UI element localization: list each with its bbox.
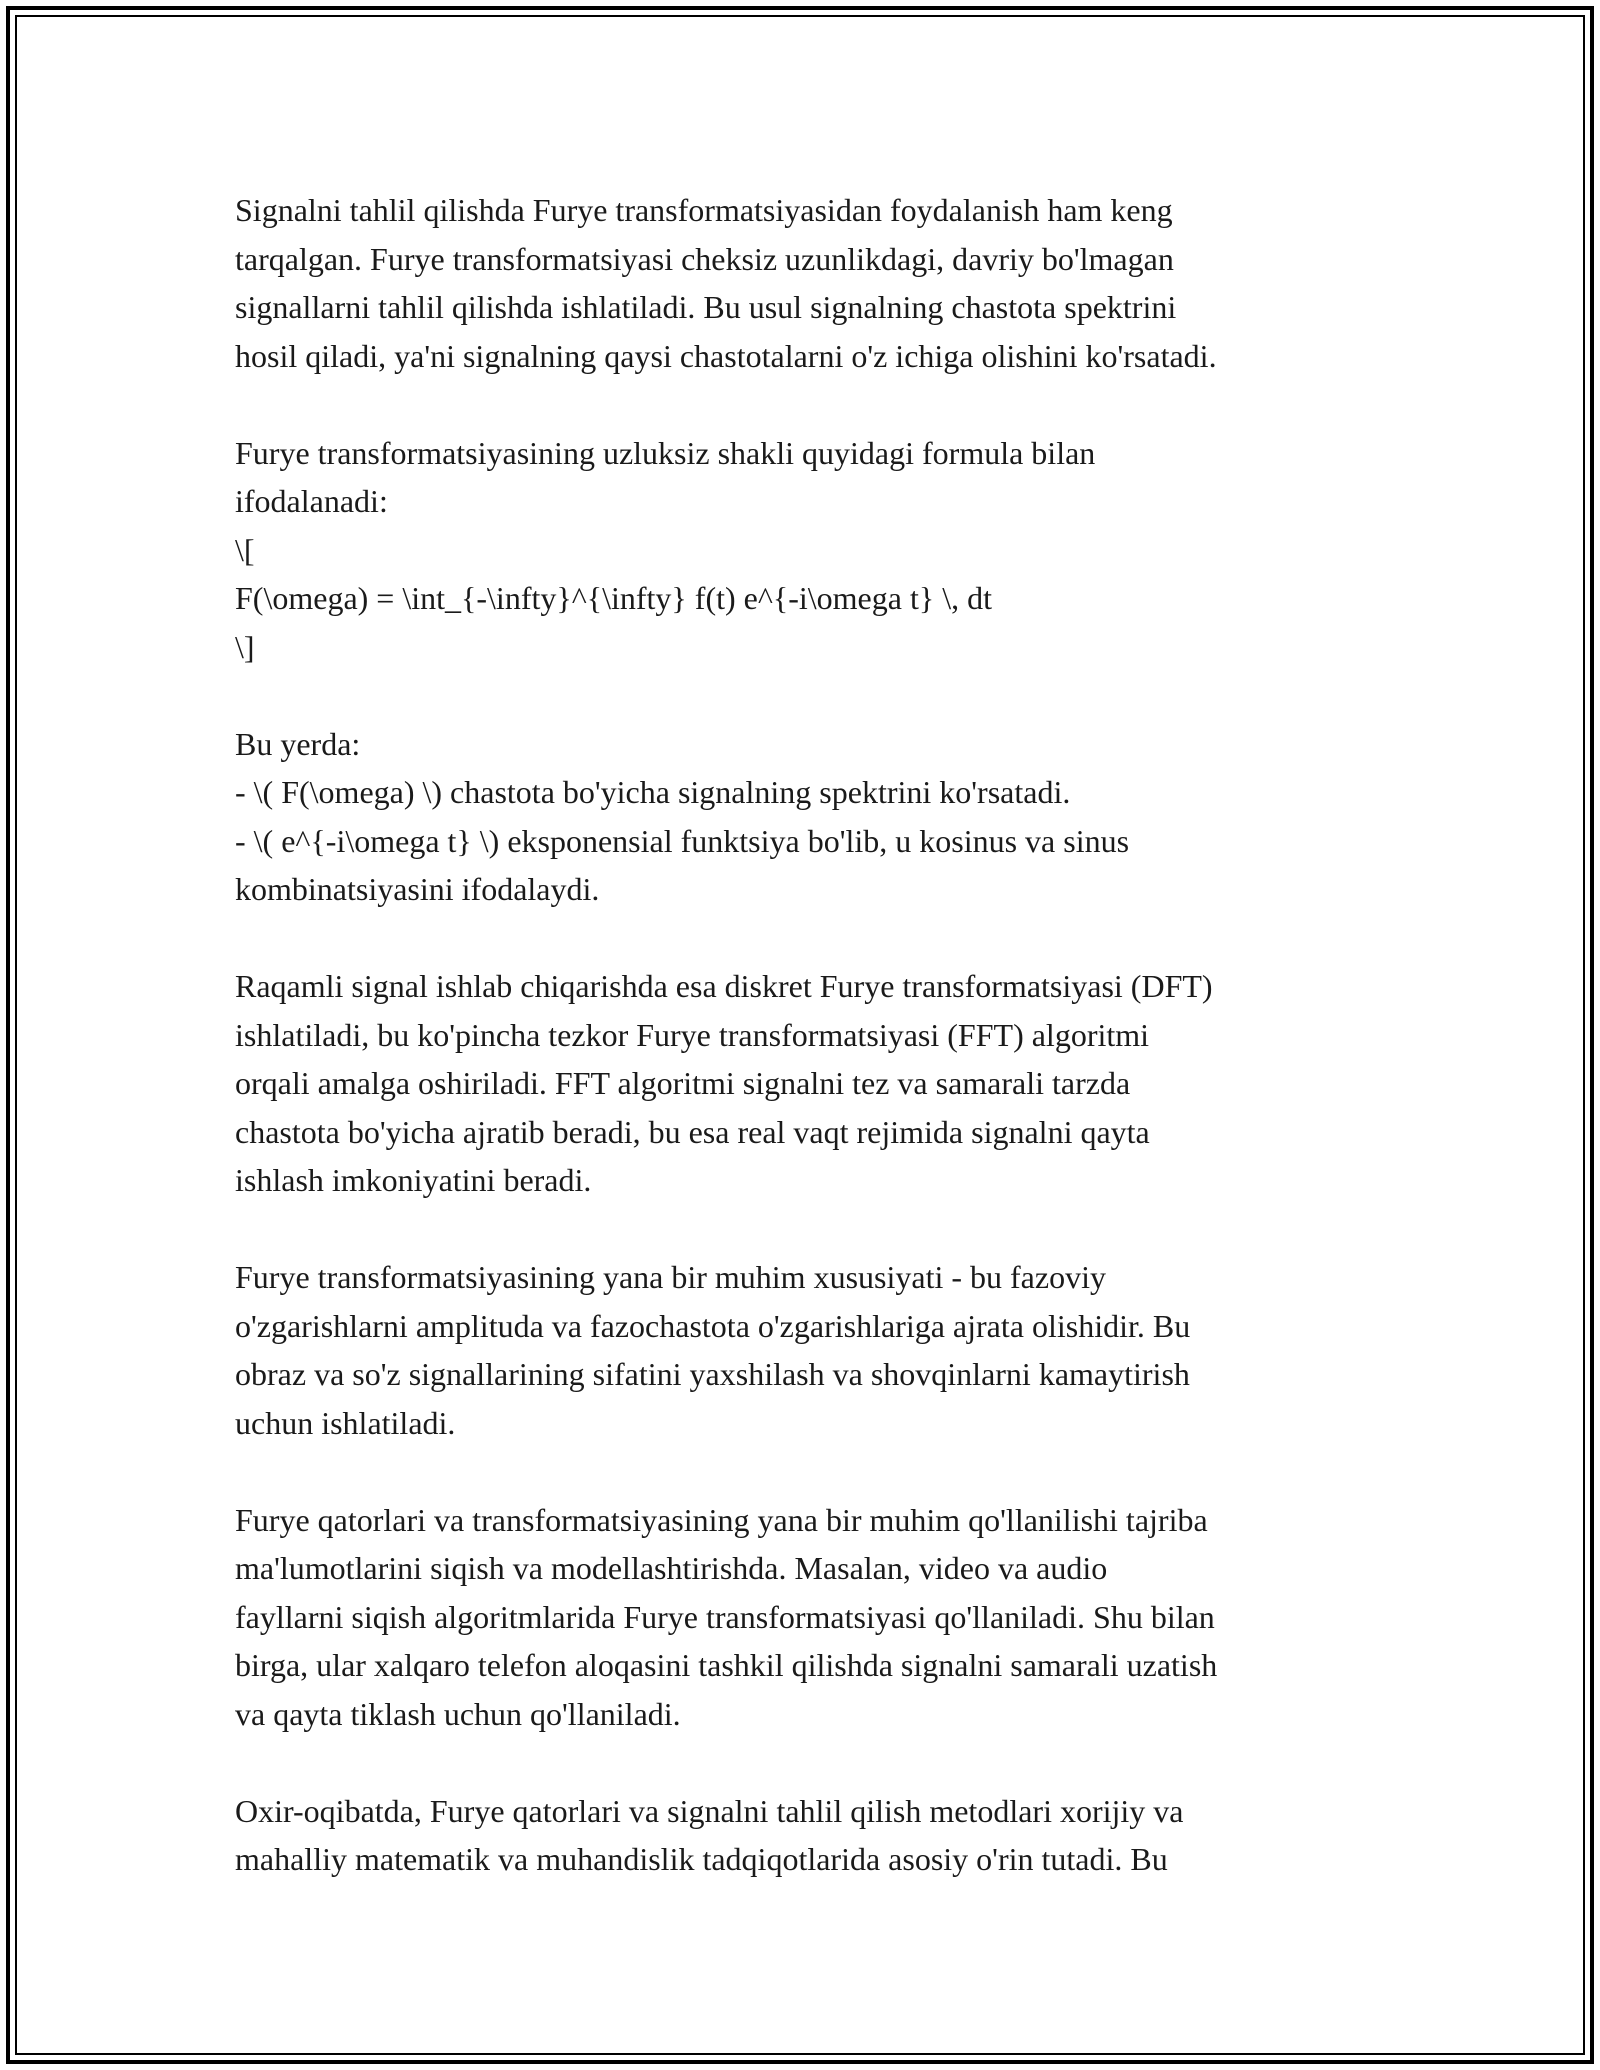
text-line: uchun ishlatiladi. xyxy=(235,1404,456,1441)
text-line: obraz va so'z signallarining sifatini yaxshilash va shovqinlarni kamaytirish xyxy=(235,1356,1190,1392)
paragraph xyxy=(235,720,1375,914)
text-line: \[ xyxy=(235,531,255,568)
text-line: Furye transformatsiyasining yana bir muhim xususiyati - bu fazoviy xyxy=(235,1259,1106,1295)
text-line: ifodalanadi: xyxy=(235,483,388,519)
text-line: signallarni tahlil qilishda ishlatiladi. Bu usul signalning chastota spektrini xyxy=(235,289,1177,325)
paragraph xyxy=(235,1787,1375,1884)
text-line: F(\omega) = \int_{-\infty}^{\infty} f(t) e^{-i\omega t} \, dt xyxy=(235,580,992,616)
text-line: - \( F(\omega) \) chastota bo'yicha signalning spektrini ko'rsatadi. xyxy=(235,774,1071,810)
text-line: kombinatsiyasini ifodalaydi. xyxy=(235,871,600,907)
text-line: va qayta tiklash uchun qo'llaniladi. xyxy=(235,1695,681,1732)
text-line: Oxir-oqibatda, Furye qatorlari va signalni tahlil qilish metodlari xorijiy va xyxy=(235,1792,1184,1829)
text-line: tarqalgan. Furye transformatsiyasi cheksiz uzunlikdagi, davriy bo'lmagan xyxy=(235,240,1174,277)
text-line: orqali amalga oshiriladi. FFT algoritmi signalni tez va samarali tarzda xyxy=(235,1065,1131,1101)
text-line: hosil qiladi, ya'ni signalning qaysi chastotalarni o'z ichiga olishini ko'rsatadi. xyxy=(235,337,1217,374)
text-line: \] xyxy=(235,628,255,665)
text-line: Signalni tahlil qilishda Furye transformatsiyasidan foydalanish ham keng xyxy=(235,192,1173,228)
text-line: mahalliy matematik va muhandislik tadqiqotlarida asosiy o'rin tutadi. Bu xyxy=(235,1841,1168,1877)
text-line: ishlash imkoniyatini beradi. xyxy=(235,1162,592,1198)
text-line: birga, ular xalqaro telefon aloqasini tashkil qilishda signalni samarali uzatish xyxy=(235,1647,1218,1683)
paragraph xyxy=(235,1253,1375,1447)
text-line: Furye transformatsiyasining uzluksiz shakli quyidagi formula bilan xyxy=(235,434,1096,471)
text-line: o'zgarishlarni amplituda va fazochastota o'zgarishlariga ajrata olishidir. Bu xyxy=(235,1307,1191,1344)
document-body xyxy=(235,186,1375,1932)
text-line: Furye qatorlari va transformatsiyasining yana bir muhim qo'llanilishi tajriba xyxy=(235,1501,1208,1538)
text-line: Raqamli signal ishlab chiqarishda esa diskret Furye transformatsiyasi (DFT) xyxy=(235,968,1213,1004)
text-line: ishlatiladi, bu ko'pincha tezkor Furye transformatsiyasi (FFT) algoritmi xyxy=(235,1016,1150,1053)
text-line: - \( e^{-i\omega t} \) eksponensial funktsiya bo'lib, u kosinus va sinus xyxy=(235,822,1130,859)
text-line: chastota bo'yicha ajratib beradi, bu esa real vaqt rejimida signalni qayta xyxy=(235,1113,1150,1150)
paragraph xyxy=(235,1496,1375,1739)
text-line: Bu yerda: xyxy=(235,725,361,762)
paragraph xyxy=(235,186,1375,380)
text-line: fayllarni siqish algoritmlarida Furye transformatsiyasi qo'llaniladi. Shu bilan xyxy=(235,1598,1215,1635)
paragraph xyxy=(235,429,1375,672)
paragraph xyxy=(235,962,1375,1205)
text-line: ma'lumotlarini siqish va modellashtirishda. Masalan, video va audio xyxy=(235,1550,1108,1586)
